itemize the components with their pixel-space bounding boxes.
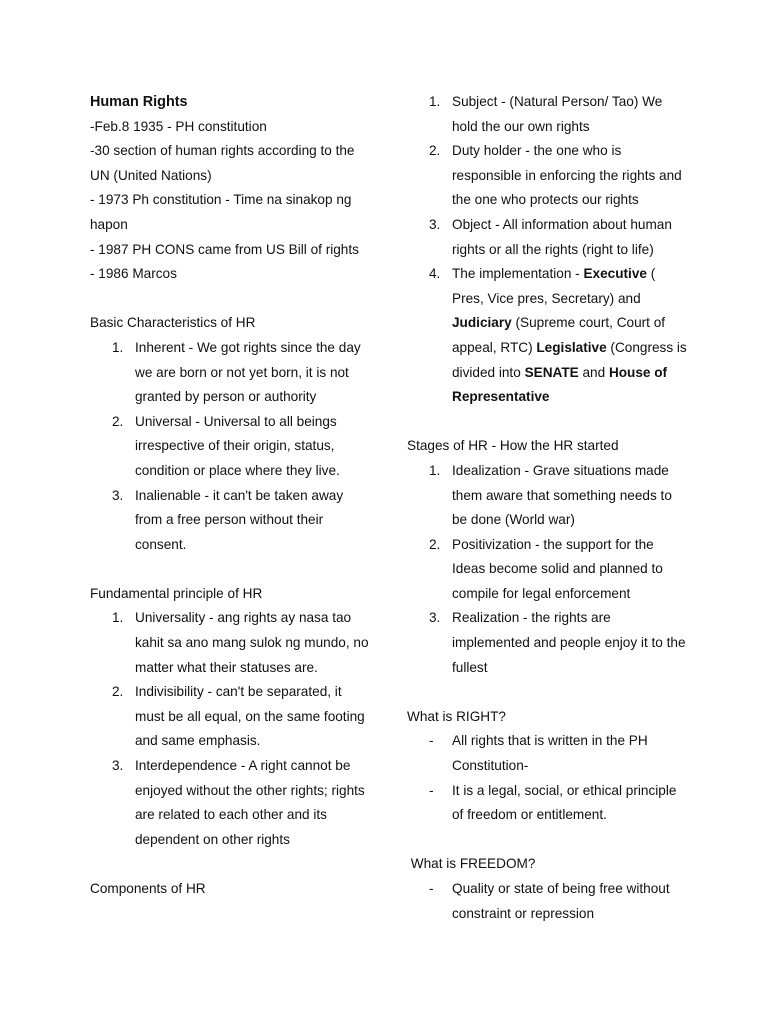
list-item [90, 606, 370, 680]
left-column [90, 90, 370, 902]
right-definition-heading: What is RIGHT? [407, 708, 506, 724]
components-heading: Components of HR [90, 881, 206, 896]
list-item [407, 213, 689, 262]
house-bold: House of Representative [452, 364, 668, 405]
text-run: (Supreme court, Court of appeal, RTC) [452, 315, 666, 355]
implementation-item [407, 262, 689, 410]
list-item-text: Object - All information about human rights or all the rights (right to life) [452, 216, 672, 257]
list-item-text: Idealization - Grave situations made them aware that something needs to be done (World war) [452, 462, 672, 528]
list-number: 1. [429, 462, 441, 478]
text-run: The implementation - [452, 266, 584, 282]
intro-line: - 1986 Marcos [90, 266, 177, 282]
senate-bold: SENATE [524, 364, 579, 380]
components-list [407, 90, 689, 410]
list-item-text: It is a legal, social, or ethical principle of freedom or entitlement. [452, 782, 677, 823]
list-number: 1. [112, 610, 124, 626]
list-number: 2. [112, 413, 124, 429]
right-definition-list [407, 729, 689, 827]
list-item [90, 484, 370, 558]
list-number: 2. [112, 684, 124, 700]
basic-characteristics-heading: Basic Characteristics of HR [90, 315, 256, 331]
dash-marker: - [429, 782, 434, 798]
list-item-text: Quality or state of being free without constraint or repression [452, 881, 670, 921]
fundamental-principle-list [90, 606, 370, 852]
list-item [90, 680, 370, 754]
list-item [407, 139, 689, 213]
freedom-definition-heading: What is FREEDOM? [407, 856, 536, 872]
text-run: (Congress is divided into [452, 339, 687, 380]
intro-line: -Feb.8 1935 - PH constitution [90, 118, 267, 134]
list-item-text: Positivization - the support for the Ideas become solid and planned to compile for legal enforcement [452, 536, 663, 601]
list-number: 1. [112, 339, 124, 355]
text-run: and [578, 364, 609, 380]
judiciary-bold: Judiciary [452, 315, 512, 331]
intro-line: - 1987 PH CONS came from US Bill of rights [90, 241, 359, 257]
list-number: 2. [429, 143, 441, 159]
list-number: 3. [112, 758, 124, 774]
legislative-bold: Legislative [536, 339, 607, 355]
list-number: 3. [112, 487, 124, 503]
list-number: 1. [429, 94, 441, 109]
list-number: 3. [429, 610, 441, 626]
list-item [407, 533, 689, 607]
list-item-text: Subject - (Natural Person/ Tao) We hold the our own rights [452, 94, 663, 134]
implementation-text [452, 266, 687, 404]
list-number: 4. [429, 266, 441, 282]
list-item-text: Interdependence - A right cannot be enjoyed without the other rights; rights are related to each other and its dependent on other rights [135, 758, 365, 847]
list-number: 2. [429, 536, 441, 552]
list-item-text: Universal - Universal to all beings irrespective of their origin, status, condition or place where they live. [135, 413, 340, 478]
list-item [407, 779, 689, 828]
list-item-text: Universality - ang rights ay nasa tao kahit sa ano mang sulok ng mundo, no matter what their statuses are. [135, 610, 369, 675]
list-item [90, 336, 370, 410]
list-item [407, 729, 689, 778]
right-column [407, 90, 689, 926]
intro-line: - 1973 Ph constitution - Time na sinakop ng hapon [90, 192, 352, 232]
list-item-text: Inalienable - it can't be taken away from a free person without their consent. [135, 487, 344, 552]
list-item [407, 877, 689, 926]
freedom-definition-list [407, 877, 689, 926]
list-item [90, 410, 370, 484]
fundamental-principle-heading: Fundamental principle of HR [90, 585, 263, 601]
executive-bold: Executive [583, 266, 647, 282]
list-item [407, 90, 689, 139]
document-title: Human Rights [90, 94, 188, 110]
list-item-text: Realization - the rights are implemented and people enjoy it to the fullest [452, 610, 686, 675]
dash-marker: - [429, 733, 434, 749]
basic-characteristics-list [90, 336, 370, 557]
list-item-text: Inherent - We got rights since the day we are born or not yet born, it is not granted by person or authority [135, 339, 361, 405]
list-item-text: Duty holder - the one who is responsible in enforcing the rights and the one who protects our rights [452, 143, 682, 208]
stages-heading: Stages of HR - How the HR started [407, 438, 619, 454]
text-run: ( Pres, Vice pres, Secretary) and [452, 266, 656, 306]
intro-line: -30 section of human rights according to the UN (United Nations) [90, 143, 355, 183]
list-item-text: All rights that is written in the PH Constitution- [452, 733, 648, 774]
list-item-text: Indivisibility - can't be separated, it must be all equal, on the same footing and same emphasis. [135, 684, 365, 749]
list-item [90, 754, 370, 852]
list-number: 3. [429, 216, 441, 232]
dash-marker: - [429, 881, 434, 896]
list-item [407, 459, 689, 533]
stages-list [407, 459, 689, 680]
list-item [407, 606, 689, 680]
